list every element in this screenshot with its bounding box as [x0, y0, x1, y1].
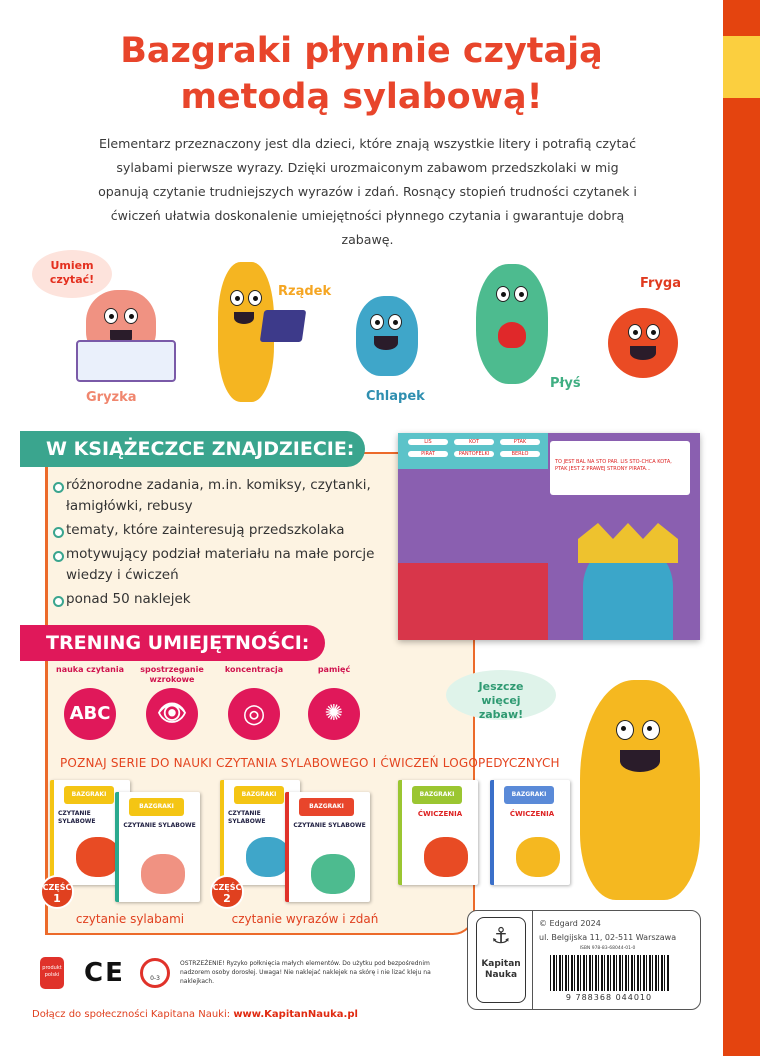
book-title: ĆWICZENIA	[509, 810, 555, 818]
side-stripe	[723, 0, 760, 1056]
mascot-speech-bubble: Jeszcze więcej zabaw!	[446, 670, 556, 720]
word-cards	[408, 439, 540, 457]
book-brand: BAZGRAKI	[129, 798, 184, 816]
book-spread-preview	[398, 433, 700, 640]
website-link[interactable]: www.KapitanNauka.pl	[233, 1009, 358, 1020]
book-brand: BAZGRAKI	[299, 798, 354, 816]
skill-label: koncentracja	[224, 665, 284, 674]
character-fryga	[608, 308, 678, 378]
name-rzadek: Rządek	[278, 284, 332, 299]
series-book	[398, 780, 478, 885]
book-title: CZYTANIE SYLABOWE	[293, 822, 366, 829]
series-book	[285, 792, 370, 902]
book-title: CZYTANIE SYLABOWE	[123, 822, 196, 829]
series-book	[115, 792, 200, 902]
list-item: różnorodne zadania, m.in. komiksy, czytanki, łamigłówki, rebusy	[52, 475, 382, 517]
word-card: BERŁO	[500, 451, 540, 457]
list-item: ponad 50 naklejek	[52, 589, 382, 610]
name-plys: Płyś	[550, 376, 581, 391]
title-line-1: Bazgraki płynnie czytają	[120, 31, 603, 71]
word-card: KOT	[454, 439, 494, 445]
skills-heading: TRENING UMIEJĘTNOŚCI:	[20, 625, 325, 661]
book-title: CZYTANIE SYLABOWE	[228, 810, 266, 825]
captain-icon: ⚓	[491, 924, 511, 949]
target-icon: ◎	[228, 688, 280, 740]
series-book	[490, 780, 570, 885]
page-title	[0, 28, 723, 120]
intro-text: Elementarz przeznaczony jest dla dzieci, które znają wszystkie litery i potrafią czytać sylabami pierwsze wyrazy. Dzięki urozmaiconym zabawom przedszkolaki w mig opanują czytanie trudniejszych wyrazów i zdań. Rosnący stopień trudności czytanek i ćwiczeń ułatwia doskonalenie umiejętności płynnego czytania i gwarantuje dobrą zabawę.	[98, 136, 637, 247]
barcode-number: 9 788368 044010	[544, 993, 674, 1002]
name-fryga: Fryga	[640, 276, 682, 291]
divider	[532, 911, 533, 1009]
character-chlapek	[356, 296, 418, 376]
book-brand: BAZGRAKI	[412, 786, 462, 804]
name-gryzka: Gryzka	[86, 390, 137, 405]
part-number: 1	[53, 892, 61, 905]
eye-icon: 👁	[146, 688, 198, 740]
age-label: 0-3	[150, 975, 160, 982]
series-caption: czytanie wyrazów i zdań	[231, 912, 379, 926]
speech-bubble: Umiem czytać!	[32, 250, 112, 298]
name-chlapek: Chlapek	[366, 389, 425, 404]
part-number: 2	[223, 892, 231, 905]
red-carpet	[398, 563, 548, 640]
laptop-icon	[260, 310, 306, 342]
isbn: ISBN 978-83-68044-01-0	[579, 946, 636, 951]
book-title: ĆWICZENIA	[417, 810, 463, 818]
abc-icon: ABC	[64, 688, 116, 740]
part-label: CZĘŚĆ	[42, 883, 72, 892]
book-brand: BAZGRAKI	[504, 786, 554, 804]
features-heading: W KSIĄŻECZCE ZNAJDZIECIE:	[20, 431, 365, 467]
publisher-info	[539, 917, 676, 953]
word-card: LIS	[408, 439, 448, 445]
list-item: tematy, które zainteresują przedszkolaka	[52, 520, 382, 541]
ce-mark: CE	[84, 958, 125, 988]
list-item: motywujący podział materiału na małe porcje wiedzy i ćwiczeń	[52, 544, 382, 586]
skill-label: pamięć	[317, 665, 351, 674]
join-text	[32, 1009, 358, 1020]
skill-label: spostrzeganie wzrokowe	[140, 665, 204, 684]
book-brand: BAZGRAKI	[234, 786, 284, 804]
address: ul. Belgijska 11, 02-511 Warszawa	[539, 933, 677, 942]
part-label: CZĘŚĆ	[212, 883, 242, 892]
brain-icon: ✺	[308, 688, 360, 740]
series-caption: czytanie sylabami	[75, 912, 185, 926]
crown-icon	[578, 523, 678, 563]
series-heading: POZNAJ SERIE DO NAUKI CZYTANIA SYLABOWEGO I ĆWICZEŃ LOGOPEDYCZNYCH	[60, 756, 560, 770]
side-stripe-yellow	[723, 36, 760, 98]
word-card: PANTOFELKI	[454, 451, 494, 457]
warning-text: OSTRZEŻENIE! Ryzyko połknięcia małych elementów. Do użytku pod bezpośrednim nadzorem osoby dorosłej. Uwaga! Nie naklejać naklejek na skórę i nie lizać kleju na naklejkach.	[180, 960, 431, 985]
logo-text: Kapitan Nauka	[481, 959, 521, 980]
age-warning-icon	[140, 958, 170, 988]
character-plys	[476, 264, 548, 384]
word-card: PIRAT	[408, 451, 448, 457]
copyright: © Edgard 2024	[539, 919, 601, 928]
book-icon	[76, 340, 176, 382]
spread-text: TO JEST BAL NA STO PAR. LIS STO-CHCA KOTA, PTAK JEST Z PRAWEJ STRONY PIRATA...	[550, 441, 690, 495]
features-list	[52, 475, 382, 613]
kapitan-nauka-logo	[476, 917, 526, 1003]
mascot-character	[580, 680, 700, 900]
publisher-box	[467, 910, 701, 1010]
title-line-2: metodą sylabową!	[180, 77, 543, 117]
book-brand: BAZGRAKI	[64, 786, 114, 804]
barcode	[550, 955, 670, 991]
word-card: PTAK	[500, 439, 540, 445]
book-title: CZYTANIE SYLABOWE	[58, 810, 96, 825]
skill-label: nauka czytania	[56, 665, 124, 674]
join-label: Dołącz do społeczności Kapitana Nauki:	[32, 1009, 231, 1020]
produkt-polski-badge: produkt polski	[40, 957, 64, 989]
part-2-badge	[210, 875, 244, 909]
part-1-badge	[40, 875, 74, 909]
heart-icon	[498, 322, 526, 348]
